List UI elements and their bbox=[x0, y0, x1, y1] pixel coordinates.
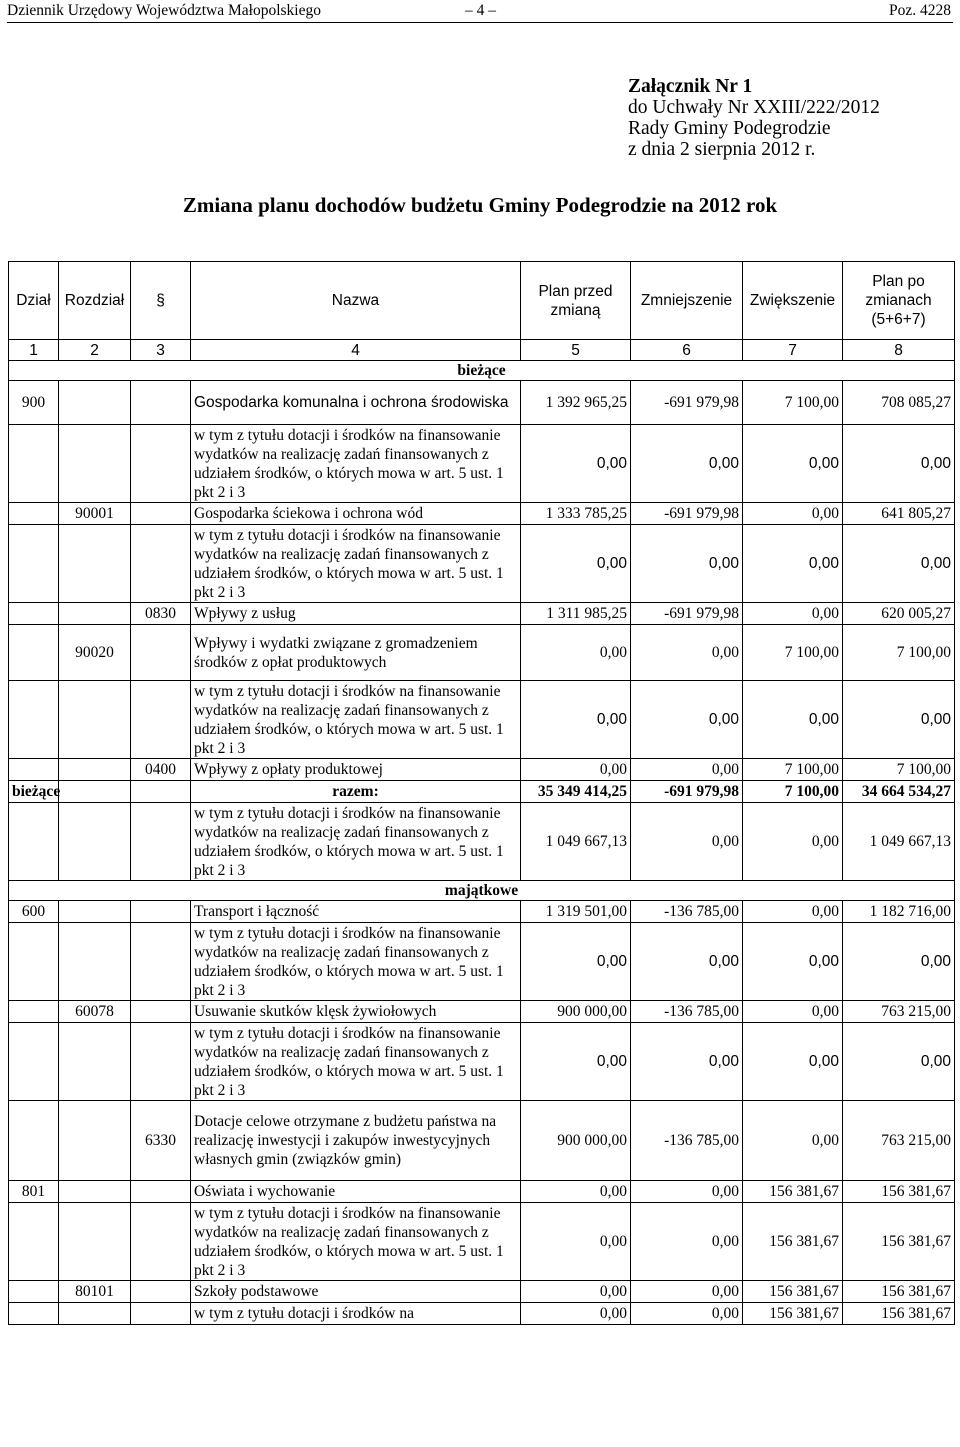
cell-nazwa: Usuwanie skutków klęsk żywiołowych bbox=[191, 1001, 521, 1023]
cell-zmniejszenie: -691 979,98 bbox=[631, 781, 743, 803]
cell-zwiekszenie: 0,00 bbox=[743, 1023, 843, 1101]
table-row bbox=[9, 1203, 955, 1281]
cell-rozdzial bbox=[59, 425, 131, 503]
cell-dzial bbox=[9, 1203, 59, 1281]
cell-nazwa: Dotacje celowe otrzymane z budżetu państwa na realizację inwestycji i zakupów inwestycyjnych własnych gmin (związków gmin) bbox=[191, 1101, 521, 1181]
annex-title: Załącznik Nr 1 bbox=[628, 76, 753, 97]
cell-rozdzial: 80101 bbox=[59, 1281, 131, 1303]
cell-zmniejszenie: 0,00 bbox=[631, 625, 743, 681]
col-number: 8 bbox=[843, 340, 955, 361]
cell-plan-przed: 900 000,00 bbox=[521, 1001, 631, 1023]
table-row bbox=[9, 625, 955, 681]
cell-plan-przed: 0,00 bbox=[521, 425, 631, 503]
cell-plan-po: 641 805,27 bbox=[843, 503, 955, 525]
rows-majatkowe bbox=[9, 901, 955, 1325]
cell-rozdzial bbox=[59, 1181, 131, 1203]
budget-table bbox=[8, 261, 955, 1325]
cell-paragraf bbox=[131, 525, 191, 603]
cell-zwiekszenie: 0,00 bbox=[743, 525, 843, 603]
annex-resolution: do Uchwały Nr XXIII/222/2012 bbox=[628, 97, 880, 118]
cell-plan-przed: 0,00 bbox=[521, 1181, 631, 1203]
cell-nazwa: razem: bbox=[191, 781, 521, 803]
col-number: 7 bbox=[743, 340, 843, 361]
section-biezace: bieżące bbox=[9, 361, 955, 381]
cell-rozdzial bbox=[59, 803, 131, 881]
cell-rozdzial bbox=[59, 603, 131, 625]
table-row bbox=[9, 1023, 955, 1101]
cell-rozdzial bbox=[59, 681, 131, 759]
annex-council: Rady Gminy Podegrodzie bbox=[628, 118, 831, 139]
cell-plan-przed: 0,00 bbox=[521, 681, 631, 759]
cell-plan-po: 0,00 bbox=[843, 425, 955, 503]
table-row bbox=[9, 781, 955, 803]
cell-plan-przed: 0,00 bbox=[521, 1023, 631, 1101]
table-row bbox=[9, 1001, 955, 1023]
cell-rozdzial: 90020 bbox=[59, 625, 131, 681]
cell-paragraf bbox=[131, 1001, 191, 1023]
cell-rozdzial bbox=[59, 781, 131, 803]
cell-zmniejszenie: -691 979,98 bbox=[631, 603, 743, 625]
cell-plan-po: 1 049 667,13 bbox=[843, 803, 955, 881]
cell-dzial bbox=[9, 1023, 59, 1101]
cell-nazwa: Oświata i wychowanie bbox=[191, 1181, 521, 1203]
cell-plan-po: 763 215,00 bbox=[843, 1001, 955, 1023]
cell-plan-przed: 0,00 bbox=[521, 1303, 631, 1325]
cell-dzial: 900 bbox=[9, 381, 59, 425]
cell-nazwa: Wpływy i wydatki związane z gromadzeniem środków z opłat produktowych bbox=[191, 625, 521, 681]
cell-dzial bbox=[9, 1001, 59, 1023]
table-row bbox=[9, 1181, 955, 1203]
cell-dzial bbox=[9, 803, 59, 881]
cell-zwiekszenie: 0,00 bbox=[743, 901, 843, 923]
cell-paragraf bbox=[131, 1281, 191, 1303]
table-row bbox=[9, 1101, 955, 1181]
cell-nazwa: Wpływy z usług bbox=[191, 603, 521, 625]
col-zwiekszenie: Zwiększenie bbox=[743, 262, 843, 340]
cell-zwiekszenie: 0,00 bbox=[743, 923, 843, 1001]
annex-block bbox=[628, 76, 880, 160]
table-row bbox=[9, 759, 955, 781]
cell-rozdzial bbox=[59, 1023, 131, 1101]
table-row bbox=[9, 803, 955, 881]
col-zmniejszenie: Zmniejszenie bbox=[631, 262, 743, 340]
document-title: Zmiana planu dochodów budżetu Gminy Podegrodzie na 2012 rok bbox=[182, 193, 778, 217]
cell-dzial bbox=[9, 923, 59, 1001]
cell-dzial bbox=[9, 1303, 59, 1325]
cell-plan-po: 7 100,00 bbox=[843, 625, 955, 681]
cell-plan-przed: 1 333 785,25 bbox=[521, 503, 631, 525]
cell-zmniejszenie: 0,00 bbox=[631, 1203, 743, 1281]
table-row bbox=[9, 1281, 955, 1303]
cell-plan-po: 0,00 bbox=[843, 923, 955, 1001]
cell-rozdzial bbox=[59, 901, 131, 923]
section-row bbox=[9, 881, 955, 901]
col-number: 1 bbox=[9, 340, 59, 361]
cell-zmniejszenie: -691 979,98 bbox=[631, 503, 743, 525]
col-plan-przed: Plan przed zmianą bbox=[521, 262, 631, 340]
cell-plan-przed: 0,00 bbox=[521, 625, 631, 681]
cell-rozdzial bbox=[59, 381, 131, 425]
page-header bbox=[7, 0, 953, 23]
cell-zwiekszenie: 0,00 bbox=[743, 603, 843, 625]
cell-dzial: 801 bbox=[9, 1181, 59, 1203]
cell-nazwa: Wpływy z opłaty produktowej bbox=[191, 759, 521, 781]
cell-paragraf bbox=[131, 625, 191, 681]
cell-rozdzial: 90001 bbox=[59, 503, 131, 525]
cell-paragraf bbox=[131, 1023, 191, 1101]
cell-zwiekszenie: 156 381,67 bbox=[743, 1281, 843, 1303]
cell-plan-przed: 0,00 bbox=[521, 1281, 631, 1303]
cell-rozdzial bbox=[59, 1203, 131, 1281]
table-row bbox=[9, 603, 955, 625]
cell-nazwa: Gospodarka komunalna i ochrona środowiska bbox=[191, 381, 521, 425]
cell-zwiekszenie: 7 100,00 bbox=[743, 759, 843, 781]
cell-paragraf bbox=[131, 1303, 191, 1325]
col-nazwa: Nazwa bbox=[191, 262, 521, 340]
cell-zmniejszenie: 0,00 bbox=[631, 681, 743, 759]
cell-plan-po: 0,00 bbox=[843, 681, 955, 759]
cell-dzial bbox=[9, 525, 59, 603]
cell-dzial bbox=[9, 1281, 59, 1303]
cell-plan-po: 34 664 534,27 bbox=[843, 781, 955, 803]
rows-biezace bbox=[9, 381, 955, 881]
cell-plan-po: 763 215,00 bbox=[843, 1101, 955, 1181]
table-row bbox=[9, 381, 955, 425]
cell-plan-przed: 1 319 501,00 bbox=[521, 901, 631, 923]
cell-nazwa: w tym z tytułu dotacji i środków na finansowanie wydatków na realizację zadań finansowanych z udziałem środków, o których mowa w art. 5 ust. 1 pkt 2 i 3 bbox=[191, 923, 521, 1001]
cell-zwiekszenie: 156 381,67 bbox=[743, 1203, 843, 1281]
cell-paragraf bbox=[131, 381, 191, 425]
page-number: – 4 – bbox=[465, 2, 496, 19]
table-row bbox=[9, 681, 955, 759]
cell-plan-po: 0,00 bbox=[843, 1023, 955, 1101]
col-number: 3 bbox=[131, 340, 191, 361]
section-majatkowe: majątkowe bbox=[9, 881, 955, 901]
cell-zwiekszenie: 0,00 bbox=[743, 1001, 843, 1023]
cell-zmniejszenie: -136 785,00 bbox=[631, 1101, 743, 1181]
col-rozdzial: Rozdział bbox=[59, 262, 131, 340]
cell-zwiekszenie: 7 100,00 bbox=[743, 625, 843, 681]
cell-plan-przed: 1 049 667,13 bbox=[521, 803, 631, 881]
table-row bbox=[9, 425, 955, 503]
cell-zwiekszenie: 0,00 bbox=[743, 803, 843, 881]
cell-paragraf bbox=[131, 803, 191, 881]
cell-zmniejszenie: 0,00 bbox=[631, 1303, 743, 1325]
cell-zmniejszenie: 0,00 bbox=[631, 759, 743, 781]
cell-paragraf bbox=[131, 425, 191, 503]
cell-paragraf bbox=[131, 901, 191, 923]
cell-nazwa: w tym z tytułu dotacji i środków na finansowanie wydatków na realizację zadań finansowanych z udziałem środków, o których mowa w art. 5 ust. 1 pkt 2 i 3 bbox=[191, 1203, 521, 1281]
col-paragraf: § bbox=[131, 262, 191, 340]
cell-rozdzial bbox=[59, 923, 131, 1001]
cell-zmniejszenie: 0,00 bbox=[631, 1181, 743, 1203]
cell-zwiekszenie: 7 100,00 bbox=[743, 381, 843, 425]
cell-paragraf: 0830 bbox=[131, 603, 191, 625]
cell-plan-po: 7 100,00 bbox=[843, 759, 955, 781]
cell-dzial bbox=[9, 503, 59, 525]
cell-zmniejszenie: -691 979,98 bbox=[631, 381, 743, 425]
journal-title: Dziennik Urzędowy Województwa Małopolskiego bbox=[7, 2, 321, 19]
cell-rozdzial bbox=[59, 1303, 131, 1325]
cell-zwiekszenie: 0,00 bbox=[743, 425, 843, 503]
annex-date: z dnia 2 sierpnia 2012 r. bbox=[628, 139, 816, 160]
position-number: Poz. 4228 bbox=[889, 2, 951, 19]
cell-nazwa: w tym z tytułu dotacji i środków na finansowanie wydatków na realizację zadań finansowanych z udziałem środków, o których mowa w art. 5 ust. 1 pkt 2 i 3 bbox=[191, 1023, 521, 1101]
cell-nazwa: w tym z tytułu dotacji i środków na finansowanie wydatków na realizację zadań finansowanych z udziałem środków, o których mowa w art. 5 ust. 1 pkt 2 i 3 bbox=[191, 425, 521, 503]
cell-plan-przed: 1 311 985,25 bbox=[521, 603, 631, 625]
cell-plan-po: 156 381,67 bbox=[843, 1281, 955, 1303]
cell-zmniejszenie: -136 785,00 bbox=[631, 1001, 743, 1023]
cell-nazwa: w tym z tytułu dotacji i środków na bbox=[191, 1303, 521, 1325]
cell-rozdzial bbox=[59, 1101, 131, 1181]
table-row bbox=[9, 901, 955, 923]
col-plan-po: Plan po zmianach (5+6+7) bbox=[843, 262, 955, 340]
cell-zmniejszenie: 0,00 bbox=[631, 425, 743, 503]
cell-zmniejszenie: 0,00 bbox=[631, 803, 743, 881]
cell-dzial bbox=[9, 625, 59, 681]
cell-dzial: 600 bbox=[9, 901, 59, 923]
section-row bbox=[9, 361, 955, 381]
col-number: 2 bbox=[59, 340, 131, 361]
cell-plan-przed: 1 392 965,25 bbox=[521, 381, 631, 425]
col-number: 4 bbox=[191, 340, 521, 361]
cell-nazwa: w tym z tytułu dotacji i środków na finansowanie wydatków na realizację zadań finansowanych z udziałem środków, o których mowa w art. 5 ust. 1 pkt 2 i 3 bbox=[191, 681, 521, 759]
cell-paragraf bbox=[131, 1181, 191, 1203]
cell-dzial bbox=[9, 425, 59, 503]
cell-paragraf bbox=[131, 923, 191, 1001]
cell-plan-po: 156 381,67 bbox=[843, 1181, 955, 1203]
cell-dzial bbox=[9, 1101, 59, 1181]
cell-plan-po: 156 381,67 bbox=[843, 1203, 955, 1281]
cell-dzial bbox=[9, 681, 59, 759]
table-row bbox=[9, 1303, 955, 1325]
cell-zmniejszenie: 0,00 bbox=[631, 1023, 743, 1101]
cell-rozdzial bbox=[59, 525, 131, 603]
cell-dzial bbox=[9, 603, 59, 625]
table-row bbox=[9, 923, 955, 1001]
cell-paragraf bbox=[131, 1203, 191, 1281]
cell-zmniejszenie: 0,00 bbox=[631, 1281, 743, 1303]
cell-paragraf bbox=[131, 503, 191, 525]
cell-plan-przed: 0,00 bbox=[521, 759, 631, 781]
cell-plan-przed: 0,00 bbox=[521, 525, 631, 603]
cell-paragraf bbox=[131, 681, 191, 759]
cell-zwiekszenie: 156 381,67 bbox=[743, 1181, 843, 1203]
cell-rozdzial bbox=[59, 759, 131, 781]
cell-nazwa: Gospodarka ściekowa i ochrona wód bbox=[191, 503, 521, 525]
cell-plan-po: 620 005,27 bbox=[843, 603, 955, 625]
table-row bbox=[9, 503, 955, 525]
cell-nazwa: Szkoły podstawowe bbox=[191, 1281, 521, 1303]
cell-zmniejszenie: -136 785,00 bbox=[631, 901, 743, 923]
cell-plan-po: 0,00 bbox=[843, 525, 955, 603]
cell-zwiekszenie: 0,00 bbox=[743, 681, 843, 759]
cell-paragraf bbox=[131, 781, 191, 803]
cell-plan-przed: 0,00 bbox=[521, 923, 631, 1001]
col-number: 5 bbox=[521, 340, 631, 361]
cell-dzial bbox=[9, 759, 59, 781]
cell-dzial: bieżące bbox=[9, 781, 59, 803]
table-row bbox=[9, 525, 955, 603]
cell-plan-po: 708 085,27 bbox=[843, 381, 955, 425]
cell-plan-przed: 900 000,00 bbox=[521, 1101, 631, 1181]
cell-plan-przed: 35 349 414,25 bbox=[521, 781, 631, 803]
cell-paragraf: 0400 bbox=[131, 759, 191, 781]
cell-zwiekszenie: 0,00 bbox=[743, 1101, 843, 1181]
cell-zwiekszenie: 0,00 bbox=[743, 503, 843, 525]
table-header-row bbox=[9, 262, 955, 340]
cell-zwiekszenie: 7 100,00 bbox=[743, 781, 843, 803]
cell-paragraf: 6330 bbox=[131, 1101, 191, 1181]
cell-zmniejszenie: 0,00 bbox=[631, 923, 743, 1001]
col-dzial: Dział bbox=[9, 262, 59, 340]
cell-nazwa: Transport i łączność bbox=[191, 901, 521, 923]
cell-zwiekszenie: 156 381,67 bbox=[743, 1303, 843, 1325]
cell-zmniejszenie: 0,00 bbox=[631, 525, 743, 603]
cell-plan-po: 156 381,67 bbox=[843, 1303, 955, 1325]
column-numbers-row bbox=[9, 340, 955, 361]
cell-plan-przed: 0,00 bbox=[521, 1203, 631, 1281]
cell-plan-po: 1 182 716,00 bbox=[843, 901, 955, 923]
cell-rozdzial: 60078 bbox=[59, 1001, 131, 1023]
cell-nazwa: w tym z tytułu dotacji i środków na finansowanie wydatków na realizację zadań finansowanych z udziałem środków, o których mowa w art. 5 ust. 1 pkt 2 i 3 bbox=[191, 525, 521, 603]
cell-nazwa: w tym z tytułu dotacji i środków na finansowanie wydatków na realizację zadań finansowanych z udziałem środków, o których mowa w art. 5 ust. 1 pkt 2 i 3 bbox=[191, 803, 521, 881]
col-number: 6 bbox=[631, 340, 743, 361]
